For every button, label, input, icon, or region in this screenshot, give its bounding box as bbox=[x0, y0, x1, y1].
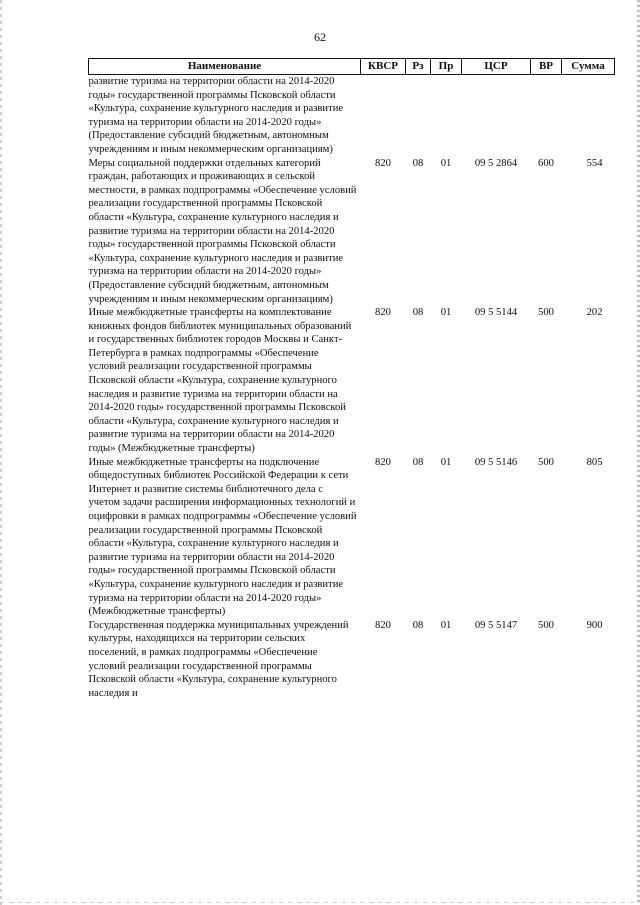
table-row bbox=[89, 456, 615, 619]
page-number: 62 bbox=[314, 30, 326, 44]
row-name: Иные межбюджетные трансферты на комплектование книжных фондов библиотек муниципальных образований и государственных библиотек городов Москвы и Санкт-Петербурга в рамках подпрограммы «Обеспечение условий реализации государственной программы Псковской области «Культура, сохранение культурного наследия и развитие туризма на территории области на 2014-2020 годы» государственной программы Псковской области «Культура, сохранение культурного наследия и развитие туризма на территории области на 2014-2020 годы» (Межбюджетные трансферты) bbox=[88, 307, 352, 455]
budget-table-container bbox=[88, 58, 614, 700]
table-header-row bbox=[89, 59, 615, 75]
row-vr: 500 bbox=[538, 619, 554, 631]
row-csr: 09 5 5146 bbox=[474, 456, 518, 468]
row-sum: 554 bbox=[586, 157, 603, 169]
row-rz: 08 bbox=[412, 456, 424, 468]
row-kvsr: 820 bbox=[375, 456, 391, 468]
row-rz bbox=[406, 75, 431, 157]
scan-bottom-edge bbox=[0, 902, 640, 903]
header-sum: Сумма bbox=[562, 59, 615, 75]
row-vr: 500 bbox=[538, 456, 554, 468]
row-pr: 01 bbox=[440, 456, 452, 468]
row-kvsr: 820 bbox=[375, 619, 391, 631]
row-rz: 08 bbox=[412, 157, 424, 169]
row-pr: 01 bbox=[440, 619, 452, 631]
row-csr: 09 5 5147 bbox=[474, 619, 518, 631]
row-csr: 09 5 5144 bbox=[474, 307, 518, 319]
table-row bbox=[89, 75, 615, 157]
table-row bbox=[89, 619, 615, 701]
row-csr bbox=[462, 75, 531, 157]
row-rz: 08 bbox=[412, 307, 424, 319]
row-sum: 805 bbox=[586, 456, 603, 468]
row-pr: 01 bbox=[440, 157, 452, 169]
row-sum: 900 bbox=[586, 619, 603, 631]
row-sum: 202 bbox=[586, 307, 603, 319]
header-name: Наименование bbox=[89, 59, 361, 75]
row-sum bbox=[562, 75, 615, 157]
budget-table bbox=[88, 58, 615, 700]
row-vr bbox=[531, 75, 562, 157]
row-name: Государственная поддержка муниципальных учреждений культуры, находящихся на территории сельских поселений, в рамках подпрограммы «Обеспечение условий реализации государственной программы Псковской области «Культура, сохранение культурного наследия и bbox=[88, 619, 349, 699]
row-vr: 500 bbox=[538, 307, 554, 319]
header-vr: ВР bbox=[531, 59, 562, 75]
row-name: Иные межбюджетные трансферты на подключение общедоступных библиотек Российской Федерации к сети Интернет и развитие системы библиотечного дела с учетом задачи расширения информационных технологий и оцифровки в рамках подпрограммы «Обеспечение условий реализации государственной программы Псковской области «Культура, сохранение культурного наследия и развитие туризма на территории области на 2014-2020 годы» государственной программы Псковской области «Культура, сохранение культурного наследия и развитие туризма на территории области на 2014-2020 годы» (Межбюджетные трансферты) bbox=[88, 456, 357, 618]
header-kvsr: КВСР bbox=[361, 59, 406, 75]
row-vr: 600 bbox=[538, 157, 554, 169]
row-csr: 09 5 2864 bbox=[474, 157, 518, 169]
row-pr: 01 bbox=[440, 307, 452, 319]
header-pr: Пр bbox=[431, 59, 462, 75]
row-kvsr bbox=[361, 75, 406, 157]
table-row bbox=[89, 306, 615, 456]
row-kvsr: 820 bbox=[375, 307, 391, 319]
row-pr bbox=[431, 75, 462, 157]
row-rz: 08 bbox=[412, 619, 424, 631]
row-name: Меры социальной поддержки отдельных категорий граждан, работающих и проживающих в сельской местности, в рамках подпрограммы «Обеспечение условий реализации государственной программы Псковской области «Культура, сохранение культурного наследия и развитие туризма на территории области на 2014-2020 годы» государственной программы Псковской области «Культура, сохранение культурного наследия и развитие туризма на территории области на 2014-2020 годы» (Предоставление субсидий бюджетным, автономным учреждениям и иным некоммерческим организациям) bbox=[88, 157, 357, 305]
header-rz: Рз bbox=[406, 59, 431, 75]
header-csr: ЦСР bbox=[462, 59, 531, 75]
table-row bbox=[89, 157, 615, 307]
row-name: развитие туризма на территории области на 2014-2020 годы» государственной программы Псковской области «Культура, сохранение культурного наследия и развитие туризма на территории области на 2014-2020 годы» (Предоставление субсидий бюджетным, автономным учреждениям и иным некоммерческим организациям) bbox=[88, 76, 344, 155]
scan-left-edge bbox=[0, 0, 2, 905]
row-kvsr: 820 bbox=[375, 157, 391, 169]
